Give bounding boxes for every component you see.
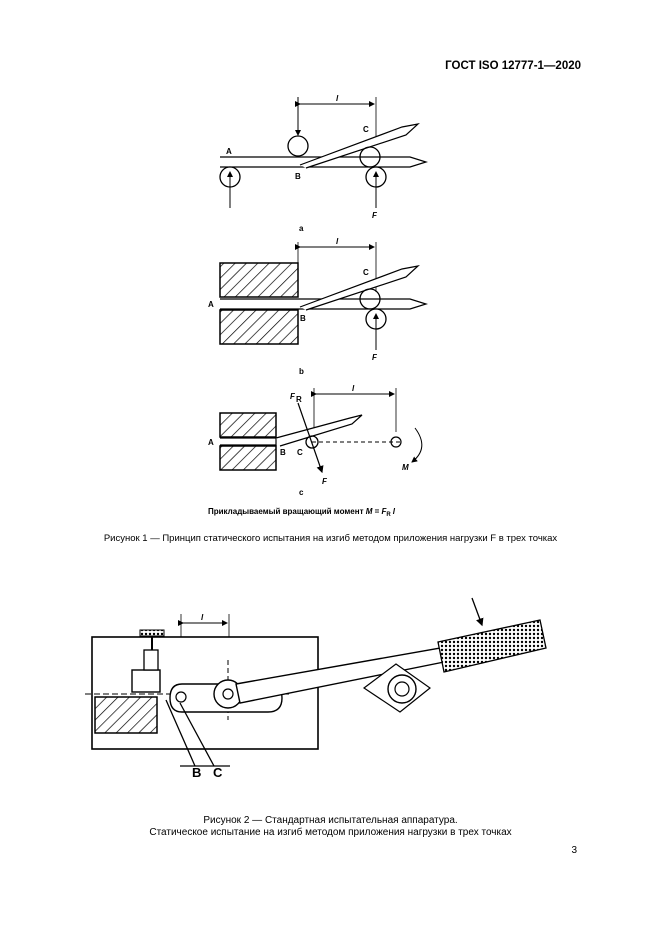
svg-text:M: M [402,463,409,472]
svg-text:R: R [296,395,302,404]
figure-1-formula: Прикладываемый вращающий момент $M = F_R$ l [208,507,395,518]
figure-1-diagram [0,80,661,520]
figure-2-caption-line-2: Статическое испытание на изгиб методом приложения нагрузки в трех точках [149,827,512,838]
standard-designation: ГОСТ ISO 12777-1—2020 [445,60,581,72]
svg-text:F: F [290,392,295,401]
svg-text:B: B [280,448,286,457]
svg-text:C: C [363,268,369,277]
figure-2-diagram [0,590,661,780]
svg-text:B: B [300,314,306,323]
svg-text:F: F [322,477,327,486]
svg-text:A: A [226,147,232,156]
svg-text:A: A [208,438,214,447]
svg-text:l: l [336,237,339,246]
figure-1-caption: Рисунок 1 — Принцип статического испытания на изгиб методом приложения нагрузки F в трех точках [103,533,558,544]
svg-text:C: C [297,448,303,457]
svg-text:B: B [295,172,301,181]
panel-b [208,237,426,376]
svg-text:C: C [363,125,369,134]
figure-2-caption-line-1: Рисунок 2 — Стандартная испытательная аппаратура. [203,815,458,826]
page-number: 3 [571,845,577,856]
svg-text:b: b [299,367,304,376]
svg-text:F: F [372,353,377,362]
svg-text:A: A [208,300,214,309]
svg-text:C: C [213,765,223,780]
svg-text:l: l [336,94,339,103]
svg-text:a: a [299,224,304,233]
panel-c [208,384,422,497]
svg-text:c: c [299,488,304,497]
svg-text:B: B [192,765,202,780]
svg-text:l: l [201,613,204,622]
panel-a [220,94,426,233]
svg-text:F: F [372,211,377,220]
svg-text:l: l [352,384,355,393]
